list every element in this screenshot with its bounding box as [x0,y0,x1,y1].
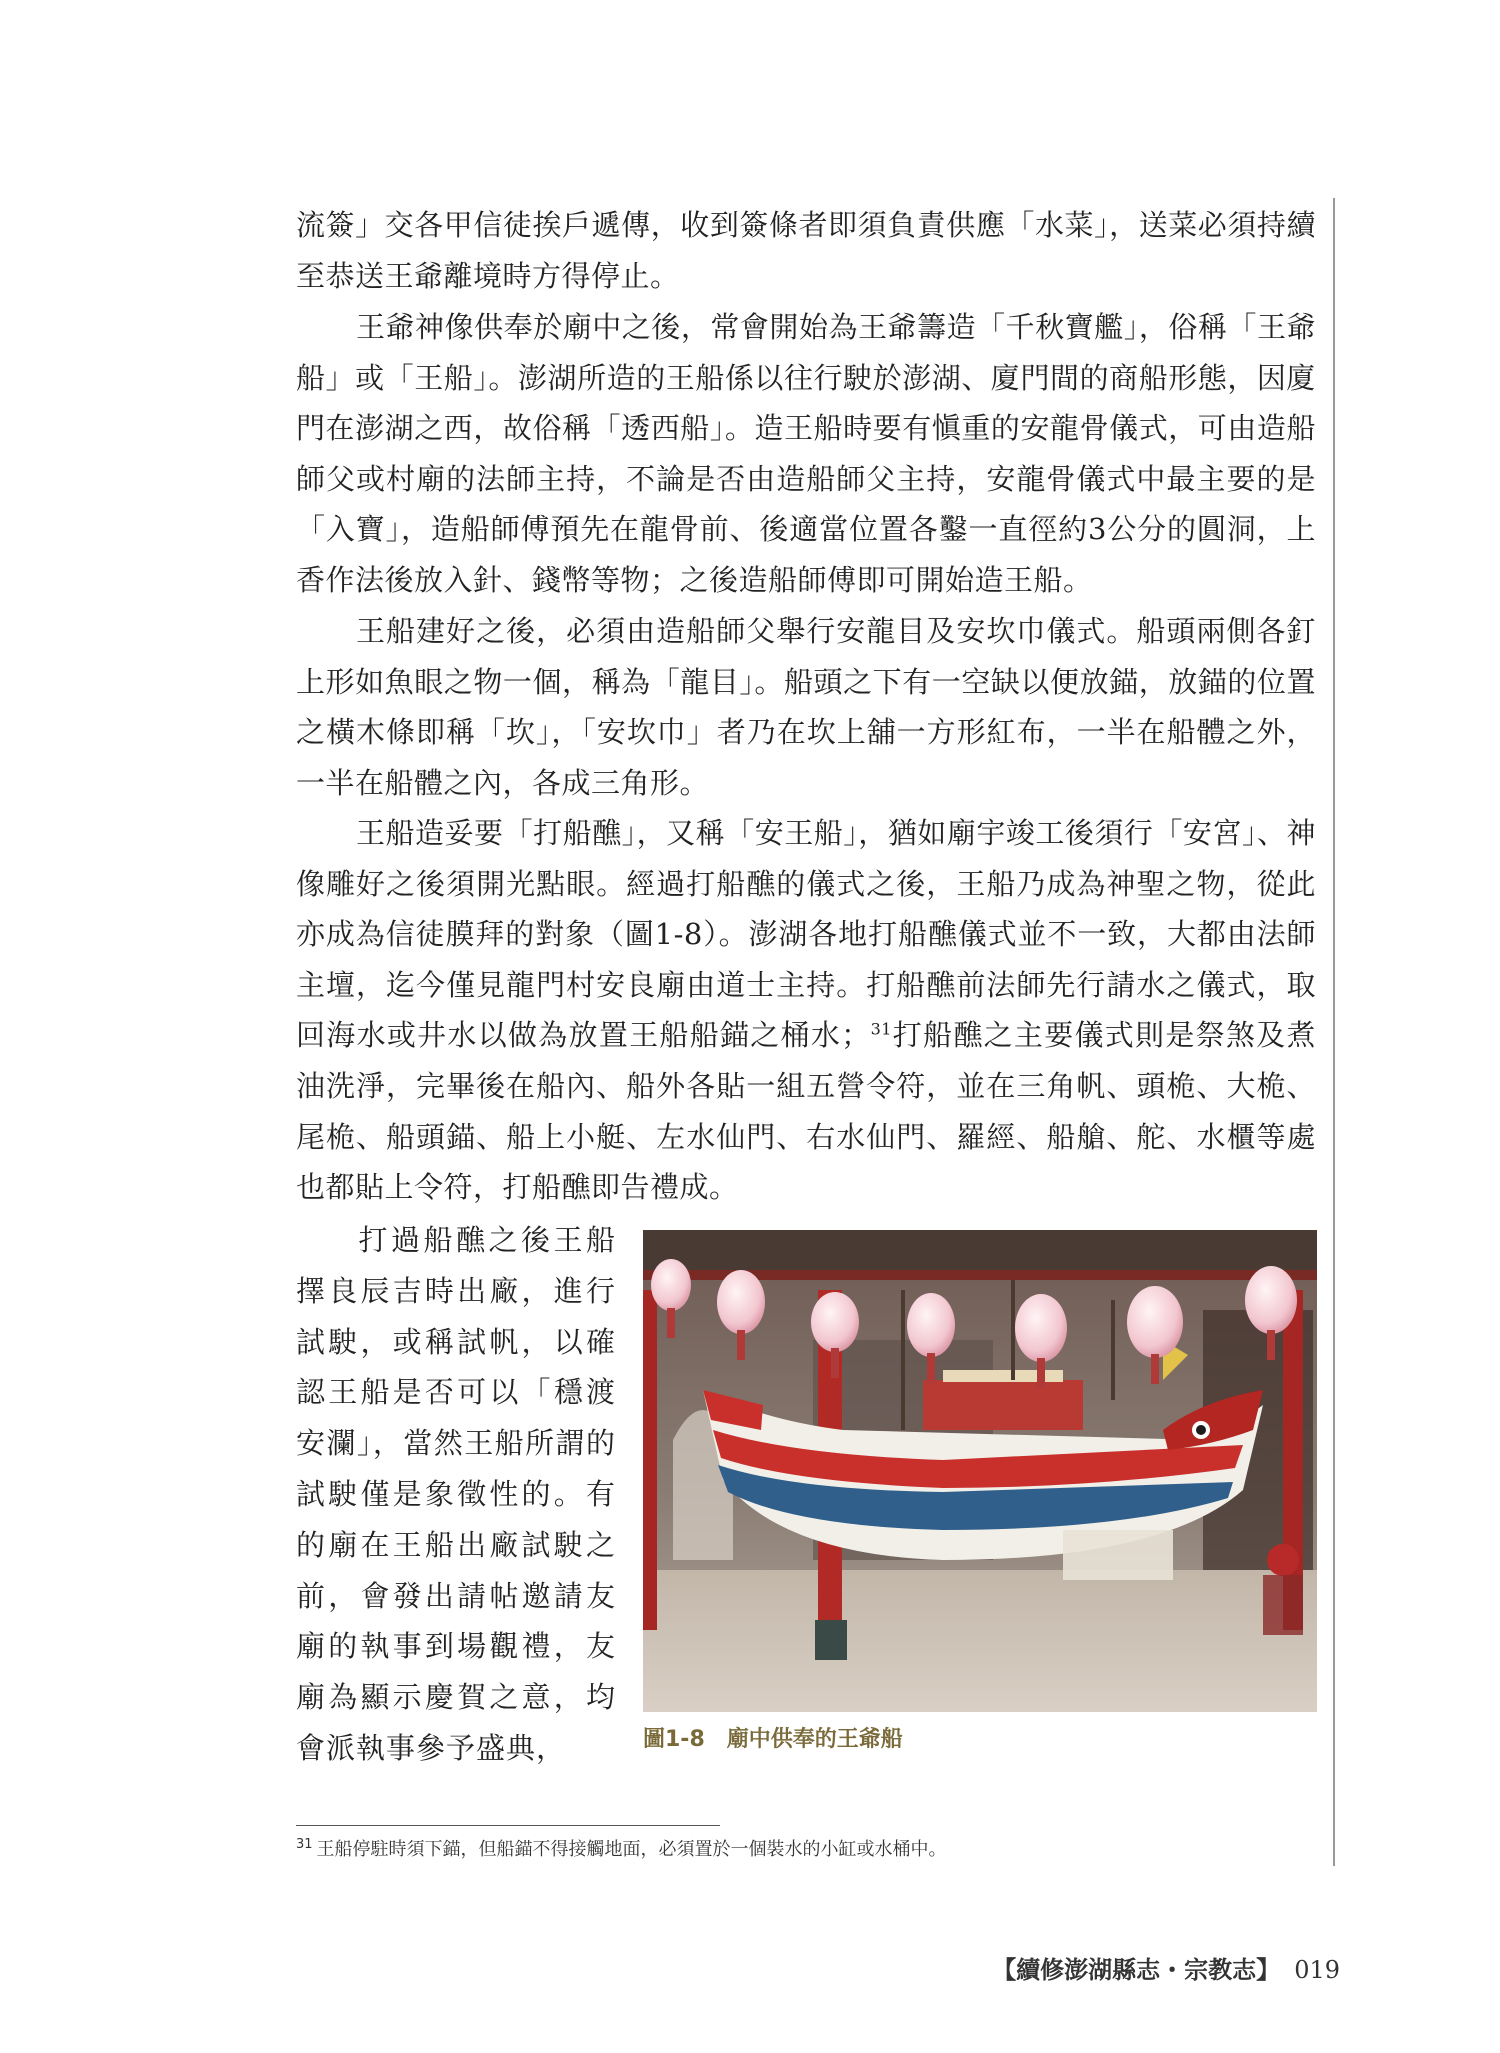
paragraph-5 [296,1215,616,1774]
paragraph-3: 王船建好之後，必須由造船師父舉行安龍目及安坎巾儀式。船頭兩側各釘上形如魚眼之物一個，稱為「龍目」。船頭之下有一空缺以便放錨，放錨的位置之橫木條即稱「坎」，「安坎巾」者乃在坎上舖一方形紅布，一半在船體之外，一半在船體之內，各成三角形。 [296,614,1316,800]
temple-wang-ye-boat-photo [643,1230,1317,1712]
footnote-31 [296,1836,947,1864]
paragraph-4 [296,808,1316,1213]
paragraph-2: 王爺神像供奉於廟中之後，常會開始為王爺籌造「千秋寶艦」，俗稱「王爺船」或「王船」。澎湖所造的王船係以往行駛於澎湖、廈門間的商船形態，因廈門在澎湖之西，故俗稱「透西船」。造王船時要有愼重的安龍骨儀式，可由造船師父或村廟的法師主持，不論是否由造船師父主持，安龍骨儀式中最主要的是「入寶」，造船師傅預先在龍骨前、後適當位置各鑿一直徑約3公分的圓洞，上香作法後放入針、錢幣等物；之後造船師傅即可開始造王船。 [296,310,1316,597]
footnote-ref-31: 31 [870,1019,892,1039]
page-number: 019 [1294,1956,1340,1984]
footnote-marker: 31 [296,1837,313,1852]
running-footer [992,1950,1340,1985]
figure-caption-text: 廟中供奉的王爺船 [726,1727,903,1752]
figure-caption [643,1722,903,1753]
paragraph-4-part-a: 王船造妥要「打船醮」，又稱「安王船」，猶如廟宇竣工後須行「安宮」、神像雕好之後須開光點眼。經過打船醮的儀式之後，王船乃成為神聖之物，從此亦成為信徒膜拜的對象（圖1-8）。澎湖各地打船醮儀式並不一致，大都由法師主壇，迄今僅見龍門村安良廟由道士主持。打船醮前法師先行請水之儀式，取回海水或井水以做為放置王船船錨之桶水； [296,816,1316,1053]
right-margin-rule [1333,198,1335,1866]
book-title: 【續修澎湖縣志・宗教志】 [992,1955,1281,1984]
figure-number: 圖1-8 [643,1727,705,1752]
paragraph-1: 流簽」交各甲信徒挨戶遞傳，收到簽條者即須負責供應「水菜」，送菜必須持續至恭送王爺離境時方得停止。 [296,208,1316,293]
footnote-text: 王船停駐時須下錨，但船錨不得接觸地面，必須置於一個裝水的小缸或水桶中。 [316,1839,947,1860]
paragraph-4-part-b: 打船醮之主要儀式則是祭煞及煮油洗淨，完畢後在船內、船外各貼一組五營令符，並在三角帆、頭桅、大桅、尾桅、船頭錨、船上小艇、左水仙門、右水仙門、羅經、船艙、舵、水櫃等處也都貼上令符，打船醮即告禮成。 [296,1018,1316,1205]
paragraph-5-text: 打過船醮之後王船擇良辰吉時出廠，進行試駛，或稱試帆，以確認王船是否可以「穩渡安瀾」，當然王船所謂的試駛僅是象徵性的。有的廟在王船出廠試駛之前，會發出請帖邀請友廟的執事到場觀禮，友廟為顯示慶賀之意，均會派執事參予盛典， [296,1223,616,1765]
footnote-divider [296,1825,720,1826]
